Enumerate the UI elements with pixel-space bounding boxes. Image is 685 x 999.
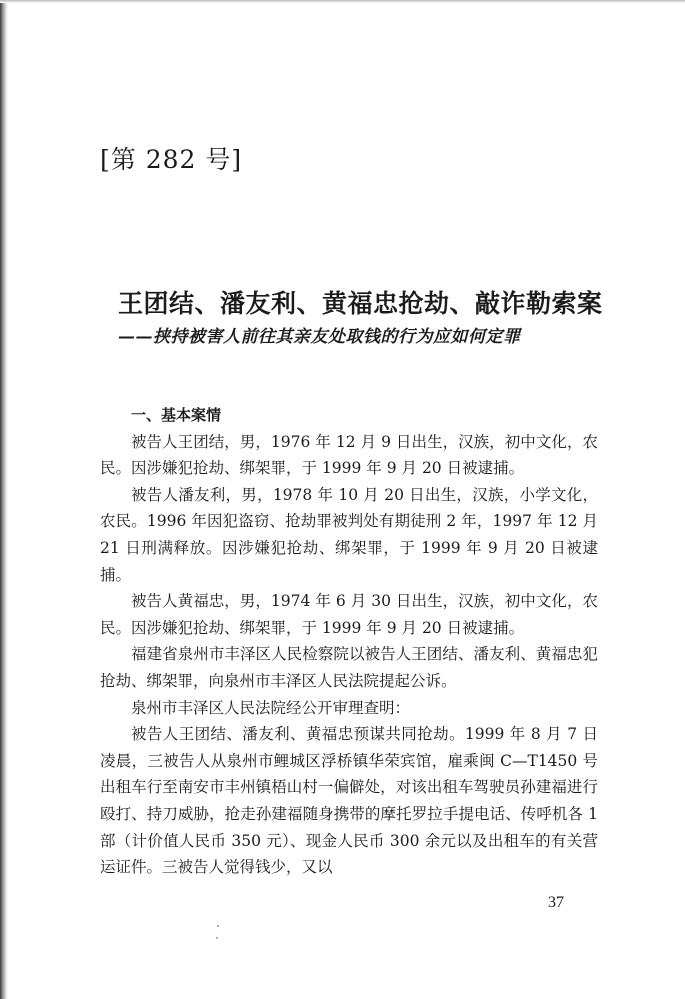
paragraph-defendant-huang: 被告人黄福忠，男，1974 年 6 月 30 日出生，汉族，初中文化，农民。因涉嫌犯抢劫、绑架罪，于 1999 年 9 月 20 日被逮捕。 [100,592,598,637]
case-subtitle: ——挟持被害人前往其亲友处取钱的行为应如何定罪 [118,327,521,347]
paragraph-prosecution: 福建省泉州市丰泽区人民检察院以被告人王团结、潘友利、黄福忠犯抢劫、绑架罪，向泉州市丰泽区人民法院提起公诉。 [100,645,598,690]
paragraph-court-findings-intro: 泉州市丰泽区人民法院经公开审理查明： [131,698,411,717]
section-heading: 一、基本案情 [131,406,222,424]
scan-speck [216,937,218,939]
scan-speck [217,925,219,927]
case-number: [第 282 号] [100,145,243,174]
page-binding-edge [0,0,8,999]
page-top-edge [0,0,685,3]
paragraph-facts: 被告人王团结、潘友利、黄福忠预谋共同抢劫。1999 年 8 月 7 日凌晨，三被告人从泉州市鲤城区浮桥镇华荣宾馆，雇乘闽 C—T1450 号出租车行至南安市丰州镇梧山村一偏僻处，对该出租车驾驶员孙建福进行殴打、持刀威胁，抢走孙建福随身携带的摩托罗拉手提电话、传呼机各 1 部（计价值人民币 350 元）、现金人民币 300 余元以及出租车的有关营运证件。三被告人觉得钱少，又以 [100,725,598,877]
page-number: 37 [548,894,564,911]
case-body [100,402,598,881]
paragraph-defendant-wang: 被告人王团结，男，1976 年 12 月 9 日出生，汉族，初中文化，农民。因涉嫌犯抢劫、绑架罪，于 1999 年 9 月 20 日被逮捕。 [100,432,598,478]
paragraph-defendant-pan: 被告人潘友利，男，1978 年 10 月 20 日出生，汉族，小学文化，农民。1996 年因犯盗窃、抢劫罪被判处有期徒刑 2 年，1997 年 12 月 21 日刑满释放。因涉嫌犯抢劫、绑架罪，于 1999 年 9 月 20 日被逮捕。 [100,485,598,584]
case-title: 王团结、潘友利、黄福忠抢劫、敲诈勒索案 [118,289,603,318]
